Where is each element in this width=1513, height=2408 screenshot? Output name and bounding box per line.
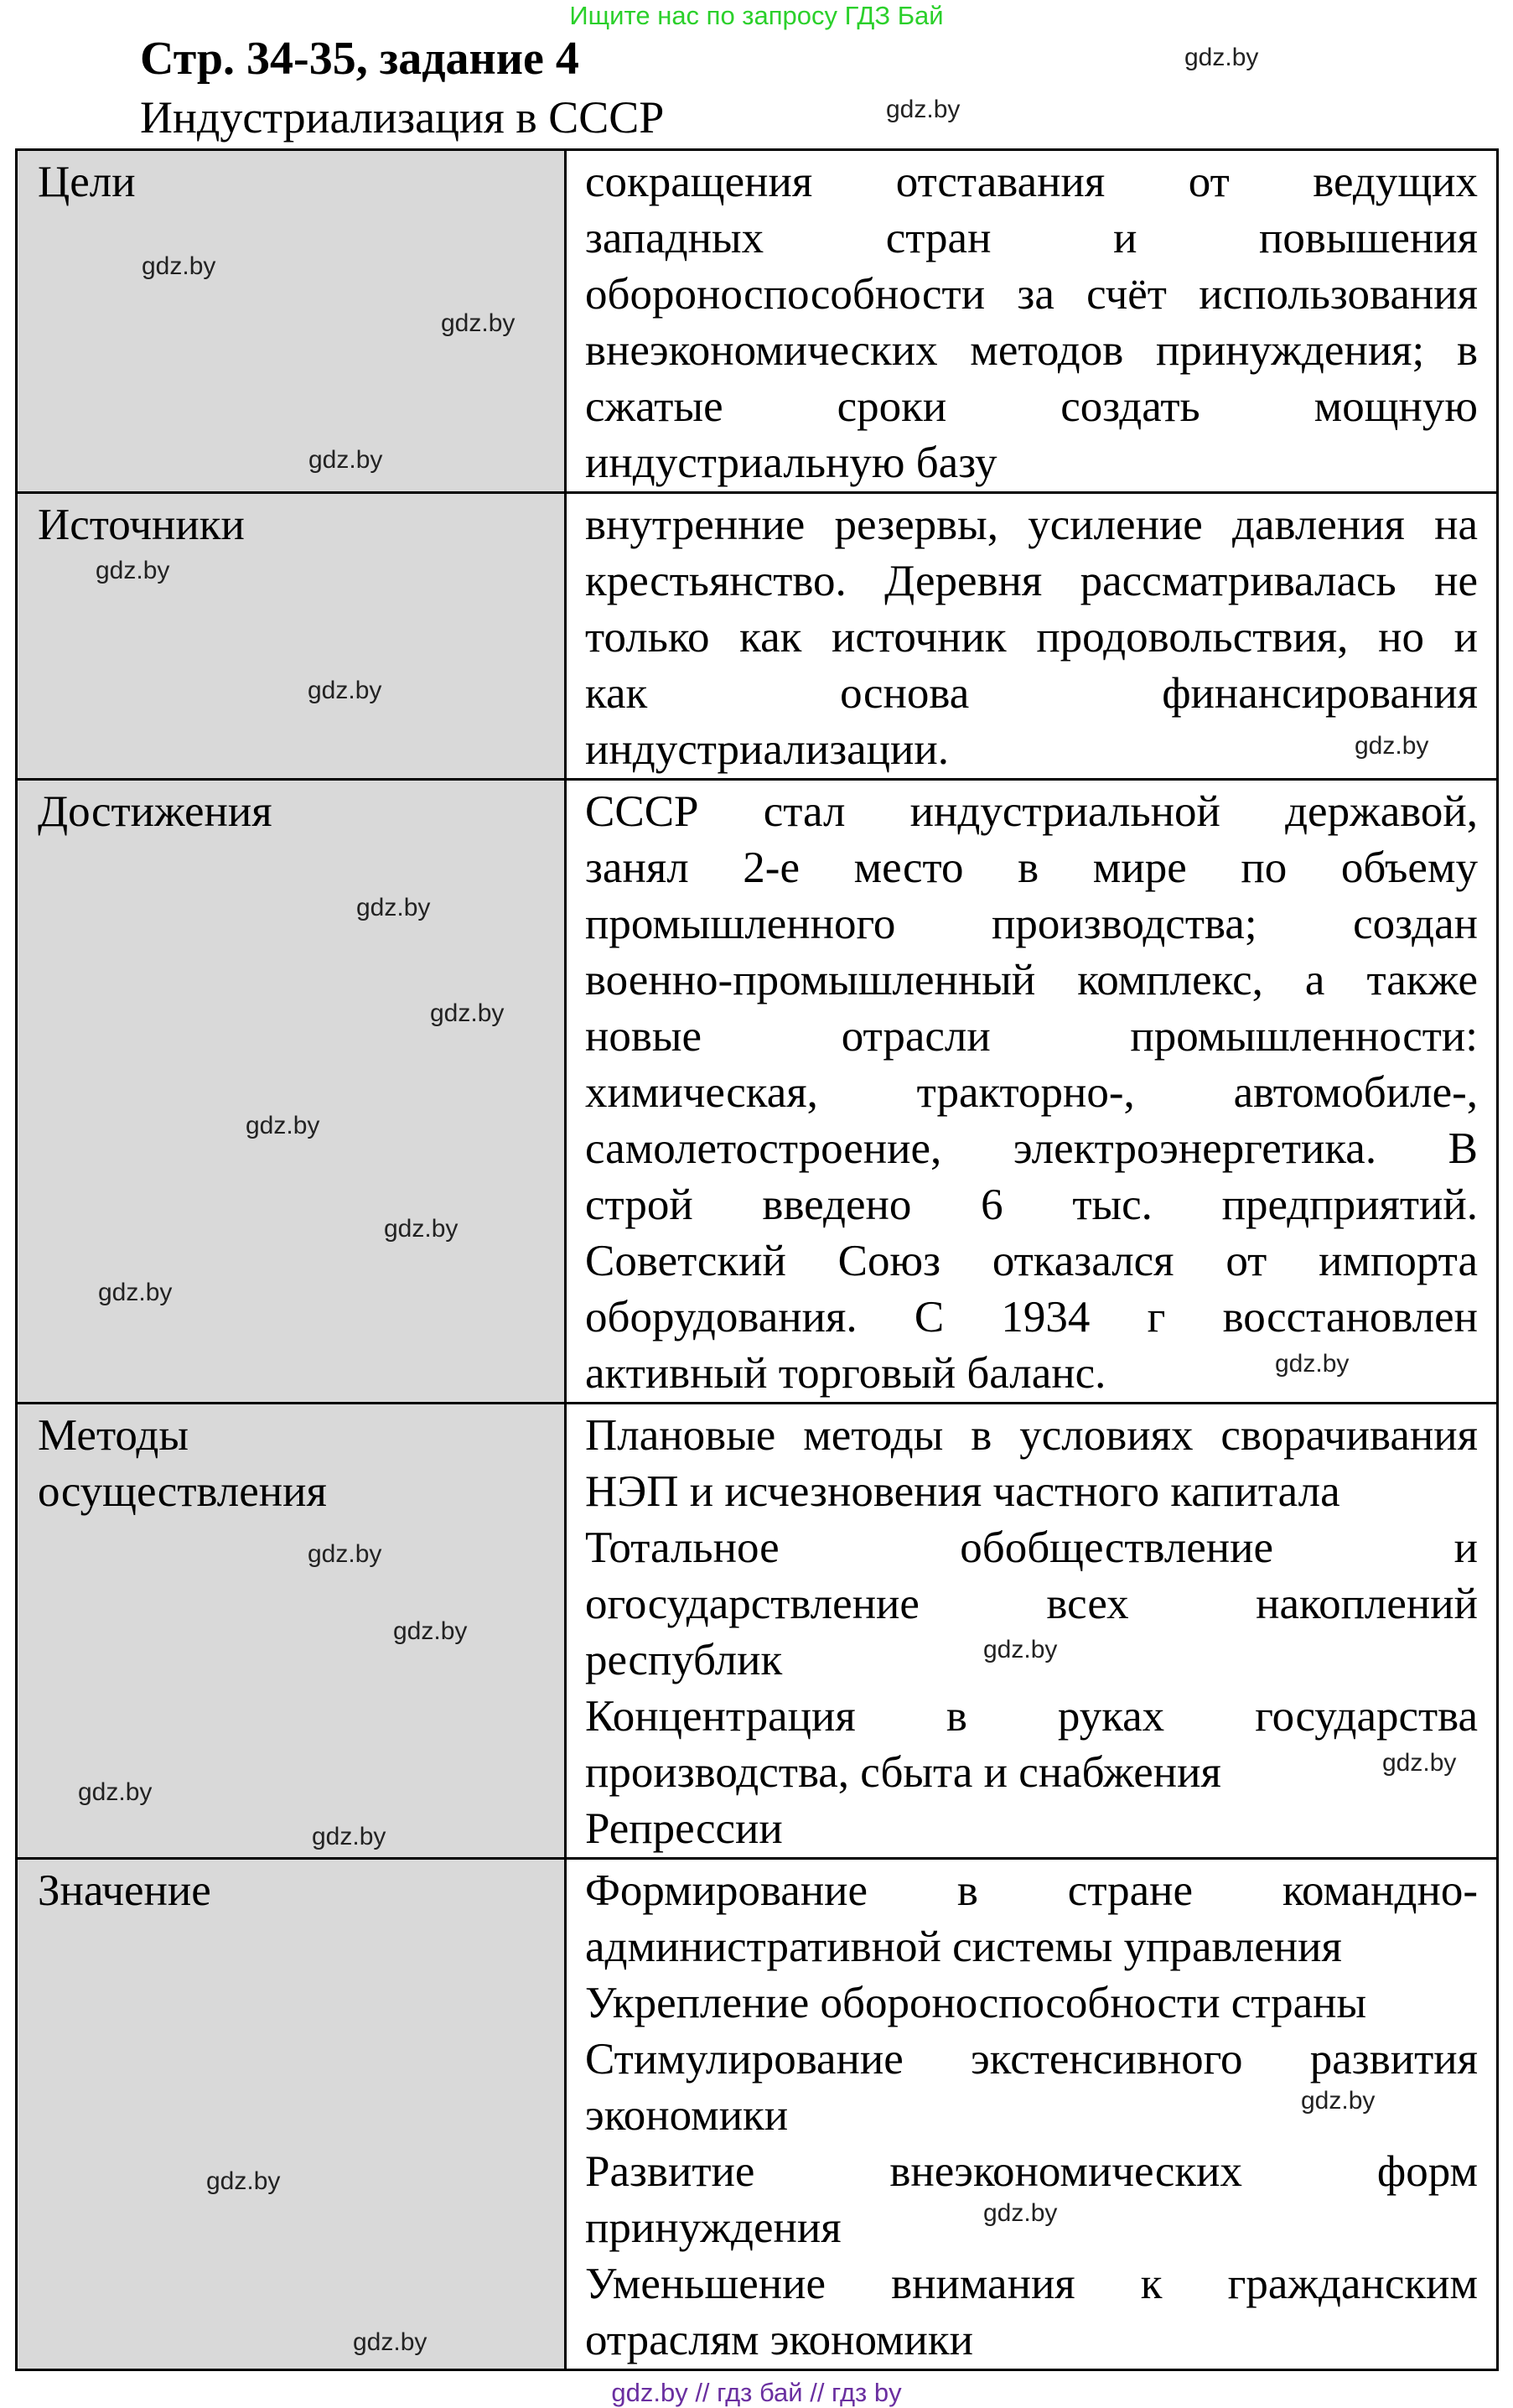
content-line: самолетостроение, электроэнергетика. В [585, 1124, 1478, 1173]
content-paragraph [585, 1689, 1478, 1801]
watermark: gdz.by [983, 1636, 1058, 1663]
row-content [566, 150, 1498, 493]
content-paragraph [585, 1801, 1478, 1857]
watermark: gdz.by [1355, 732, 1429, 760]
content-line: химическая, тракторно-, автомобиле-, [585, 1068, 1478, 1117]
table-row-sources [17, 493, 1498, 780]
content-line: республик [585, 1636, 783, 1684]
content-line: Стимулирование экстенсивного развития [585, 2035, 1478, 2084]
content-line: огосударствление всех накоплений [585, 1580, 1478, 1628]
footer-links[interactable]: gdz.by // гдз бай // гдз by [611, 2378, 902, 2407]
content-line: принуждения [585, 2203, 842, 2252]
content-line: Концентрация в руках государства [585, 1692, 1478, 1741]
content-line: Советский Союз отказался от импорта [585, 1237, 1478, 1285]
content-line: только как источник продовольствия, но и [585, 613, 1478, 662]
row-content [566, 1404, 1498, 1859]
watermark: gdz.by [886, 96, 961, 123]
content-line: крестьянство. Деревня рассматривалась не [585, 557, 1478, 605]
row-label [17, 1859, 566, 2370]
row-content [566, 780, 1498, 1404]
watermark: gdz.by [1275, 1350, 1350, 1378]
row-label-text: Цели [38, 158, 136, 206]
table-row-methods [17, 1404, 1498, 1859]
row-label-text: Значение [38, 1866, 211, 1915]
content-line: экономики [585, 2091, 789, 2140]
page-subtitle: Индустриализация в СССР [140, 92, 665, 143]
row-label-text: осуществления [38, 1467, 327, 1516]
watermark: gdz.by [312, 1823, 386, 1850]
content-line: западных стран и повышения [585, 214, 1478, 262]
row-label [17, 493, 566, 780]
watermark: gdz.by [308, 677, 382, 704]
watermark: gdz.by [1382, 1749, 1457, 1777]
content-line: Уменьшение внимания к гражданским [585, 2260, 1478, 2308]
content-line: внеэкономических методов принуждения; в [585, 326, 1478, 375]
watermark: gdz.by [430, 999, 505, 1027]
content-line: занял 2-е место в мире по объему [585, 843, 1478, 892]
content-line: Плановые методы в условиях сворачивания [585, 1411, 1478, 1460]
content-line: СССР стал индустриальной державой, [585, 787, 1478, 836]
content-line: военно-промышленный комплекс, а также [585, 956, 1478, 1004]
content-paragraph [585, 2256, 1478, 2369]
content-paragraph [585, 1975, 1478, 2032]
content-paragraph [585, 497, 1478, 778]
content-line: сжатые сроки создать мощную [585, 382, 1478, 431]
content-paragraph [585, 154, 1478, 491]
content-line: НЭП и исчезновения частного капитала [585, 1467, 1340, 1516]
content-line: активный торговый баланс. [585, 1349, 1106, 1398]
watermark: gdz.by [308, 1540, 382, 1568]
content-line: новые отрасли промышленности: [585, 1012, 1478, 1061]
watermark: gdz.by [441, 309, 516, 337]
content-line: как основа финансирования [585, 669, 1478, 718]
watermark: gdz.by [78, 1778, 153, 1806]
content-line: сокращения отставания от ведущих [585, 158, 1478, 206]
content-line: Укрепление обороноспособности страны [585, 1979, 1367, 2027]
row-label [17, 780, 566, 1404]
content-line: внутренние резервы, усиление давления на [585, 501, 1478, 549]
watermark: gdz.by [353, 2328, 427, 2356]
content-line: оборудования. С 1934 г восстановлен [585, 1293, 1478, 1342]
content-line: Тотальное обобществление и [585, 1523, 1478, 1572]
content-line: индустриальную базу [585, 439, 997, 487]
table-row-significance [17, 1859, 1498, 2370]
content-line: обороноспособности за счёт использования [585, 270, 1478, 319]
row-label-text: Достижения [38, 787, 272, 836]
promo-banner[interactable]: Ищите нас по запросу ГДЗ Бай [569, 1, 944, 30]
content-line: Развитие внеэкономических форм [585, 2147, 1478, 2196]
watermark: gdz.by [206, 2167, 281, 2195]
watermark: gdz.by [246, 1112, 320, 1139]
watermark: gdz.by [1301, 2087, 1376, 2115]
table-row-achievements [17, 780, 1498, 1404]
watermark: gdz.by [983, 2199, 1058, 2227]
row-label-text: Методы [38, 1411, 189, 1460]
content-line: отраслям экономики [585, 2316, 973, 2364]
page-title: Стр. 34-35, задание 4 [140, 33, 579, 85]
watermark: gdz.by [393, 1617, 468, 1645]
content-paragraph [585, 1408, 1478, 1520]
content-line: Формирование в стране командно- [585, 1866, 1478, 1915]
industrialization-table [15, 148, 1499, 2371]
content-line: промышленного производства; создан [585, 900, 1478, 948]
row-label-text: Источники [38, 501, 245, 549]
watermark: gdz.by [356, 894, 431, 921]
content-line: строй введено 6 тыс. предприятий. [585, 1181, 1478, 1229]
content-line: административной системы управления [585, 1923, 1342, 1971]
watermark: gdz.by [142, 252, 216, 280]
content-line: индустриализации. [585, 725, 949, 774]
watermark: gdz.by [98, 1279, 173, 1306]
content-line: Репрессии [585, 1804, 783, 1853]
content-paragraph [585, 1863, 1478, 1975]
table-row-goals [17, 150, 1498, 493]
content-line: производства, сбыта и снабжения [585, 1748, 1221, 1797]
watermark: gdz.by [1184, 44, 1259, 71]
watermark: gdz.by [384, 1215, 459, 1243]
watermark: gdz.by [308, 446, 383, 474]
content-paragraph [585, 784, 1478, 1402]
watermark: gdz.by [96, 557, 170, 584]
